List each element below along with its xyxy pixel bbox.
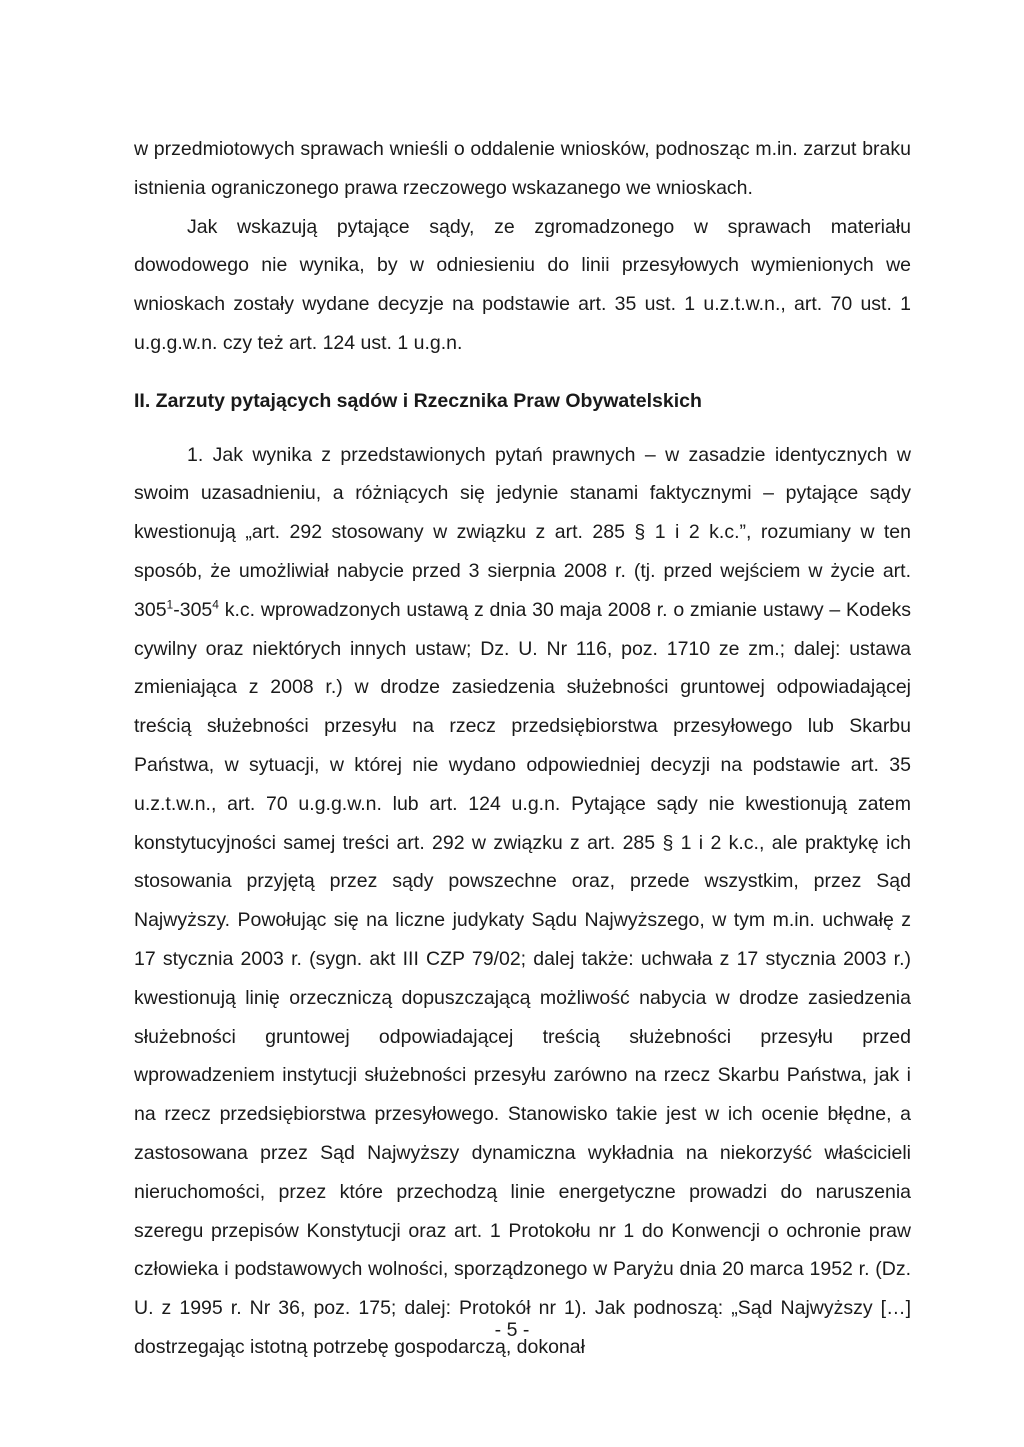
point-1-text-a: 1. Jak wynika z przedstawionych pytań prawnych – w zasadzie identycznych w swoim uzasadnieniu, a różniących się jedynie stanami faktycznymi – pytające sądy kwestionują „art. 292 stosowany w związku z art. 285 § 1 i 2 k.c.”, rozumiany w ten sposób, że umożliwiał nabycie przed 3 sierpnia 2008 r. (tj. przed wejściem w życie art. 305 <box>134 443 911 621</box>
superscript-1: 1 <box>166 597 174 612</box>
document-page <box>134 130 911 1367</box>
superscript-4: 4 <box>212 597 219 612</box>
paragraph-point-1 <box>134 436 911 1367</box>
paragraph-courts-findings: Jak wskazują pytające sądy, ze zgromadzonego w sprawach materiału dowodowego nie wynika, by w odniesieniu do linii przesyłowych wymienionych we wnioskach zostały wydane decyzje na podstawie art. 35 ust. 1 u.z.t.w.n., art. 70 ust. 1 u.g.g.w.n. czy też art. 124 ust. 1 u.g.n. <box>134 215 911 354</box>
paragraph-intro: w przedmiotowych sprawach wnieśli o oddalenie wniosków, podnosząc m.in. zarzut braku istnienia ograniczonego prawa rzeczowego wskazanego we wnioskach. <box>134 138 911 199</box>
point-1-text-c: k.c. wprowadzonych ustawą z dnia 30 maja 2008 r. o zmianie ustawy – Kodeks cywilny oraz niektórych innych ustaw; Dz. U. Nr 116, poz. 1710 ze zm.; dalej: ustawa zmieniająca z 2008 r.) w drodze zasiedzenia służebności gruntowej odpowiadającej treścią służebności przesyłu na rzecz przedsiębiorstwa przesyłowego lub Skarbu Państwa, w sytuacji, w której nie wydano odpowiedniej decyzji na podstawie art. 35 u.z.t.w.n., art. 70 u.g.g.w.n. lub art. 124 u.g.n. Pytające sądy nie kwestionują zatem konstytucyjności samej treści art. 292 w związku z art. 285 § 1 i 2 k.c., ale praktykę ich stosowania przyjętą przez sądy powszechne oraz, przede wszystkim, przez Sąd Najwyższy. Powołując się na liczne judykaty Sądu Najwyższego, w tym m.in. uchwałę z 17 stycznia 2003 r. (sygn. akt III CZP 79/02; dalej także: uchwała z 17 stycznia 2003 r.) kwestionują linię orzeczniczą dopuszczającą możliwość nabycia w drodze zasiedzenia służebności gruntowej odpowiadającej treścią służebności przesyłu przed wprowadzeniem instytucji służebności przesyłu zarówno na rzecz Skarbu Państwa, jak i na rzecz przedsiębiorstwa przesyłowego. Stanowisko takie jest w ich ocenie błędne, a zastosowana przez Sąd Najwyższy dynamiczna wykładnia na niekorzyść właścicieli nieruchomości, przez które przechodzą linie energetyczne prowadzi do naruszenia szeregu przepisów Konstytucji oraz art. 1 Protokołu nr 1 do Konwencji o ochronie praw człowieka i podstawowych wolności, sporządzonego w Paryżu dnia 20 marca 1952 r. (Dz. U. z 1995 r. Nr 36, poz. 175; dalej: Protokół nr 1). Jak podnoszą: „Sąd Najwyższy […] dostrzegając istotną potrzebę gospodarczą, dokonał <box>134 598 911 1358</box>
section-heading: II. Zarzuty pytających sądów i Rzecznika Praw Obywatelskich <box>134 389 702 412</box>
point-1-text-b: -305 <box>173 598 213 621</box>
page-number: - 5 - <box>494 1319 530 1341</box>
